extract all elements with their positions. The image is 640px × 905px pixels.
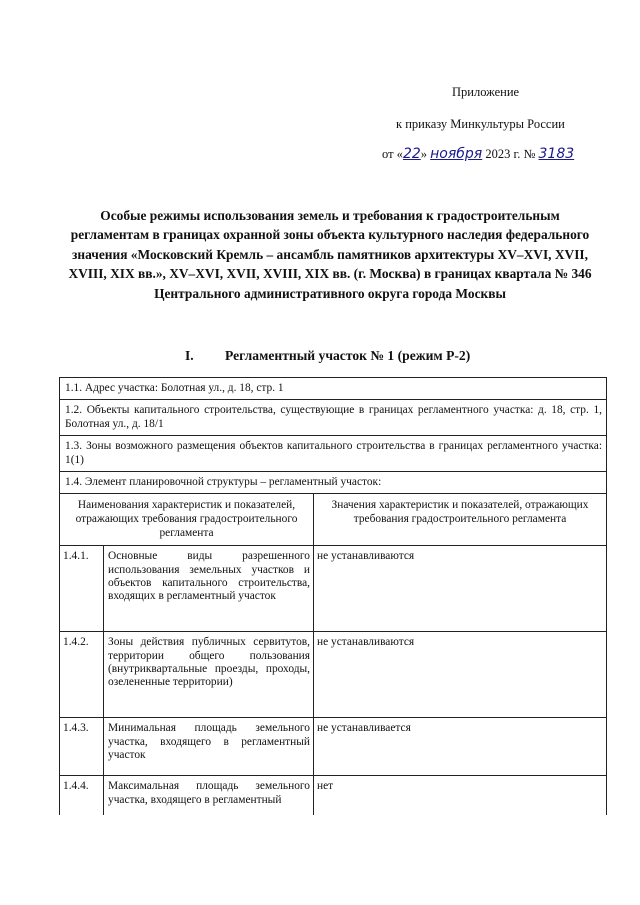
table-row: [59, 717, 607, 775]
attachment-label: Приложение: [452, 85, 520, 99]
table-header-row: [59, 493, 607, 545]
regulation-table: [59, 377, 607, 905]
row-number: 1.4.4.: [60, 776, 104, 815]
order-month: ноября: [430, 146, 483, 162]
order-day: 22: [402, 146, 421, 162]
section-title: Регламентный участок № 1 (режим Р-2): [225, 348, 471, 363]
row-number: 1.4.3.: [60, 718, 104, 775]
order-date-line: [382, 146, 574, 162]
row-value: не устанавливается: [317, 722, 411, 735]
row-value: нет: [317, 780, 334, 793]
order-number: 3183: [538, 146, 575, 162]
info-row-address: 1.1. Адрес участка: Болотная ул., д. 18, стр. 1: [59, 377, 607, 399]
order-prefix: от «: [382, 147, 403, 161]
row-name: Минимальная площадь земельного участка, входящего в регламентный участок: [104, 718, 314, 775]
info-row-planning-element: 1.4. Элемент планировочной структуры – регламентный участок:: [59, 471, 607, 493]
table-row: [59, 631, 607, 717]
document-title: Особые режимы использования земель и требования к градостроительным регламентам в границах охранной зоны объекта культурного наследия федерального значения «Московский Кремль – ансамбль памятников архитектуры XV–XVI, XVII, XVIII, XIX вв.», XV–XVI, XVII, XVIII, XIX вв. (г. Москва) в границах квартала № 346 Центрального административного округа города Москвы: [68, 208, 592, 301]
column-header-names: Наименования характеристик и показателей, отражающих требования градостроительного регламента: [60, 494, 314, 545]
row-name: Зоны действия публичных сервитутов, территории общего пользования (внутриквартальные проезды, проходы, озелененные территории): [104, 632, 314, 717]
order-year: 2023 г. №: [485, 147, 536, 161]
order-reference: к приказу Минкультуры России: [396, 117, 565, 131]
table-row: [59, 545, 607, 631]
row-value: не устанавливаются: [317, 550, 415, 563]
row-name: Основные виды разрешенного использования земельных участков и объектов капитального строительства, входящих в регламентный участок: [104, 546, 314, 631]
section-number: I.: [185, 348, 194, 363]
row-number: 1.4.1.: [60, 546, 104, 631]
row-number: 1.4.2.: [60, 632, 104, 717]
info-row-existing-objects: 1.2. Объекты капитального строительства, существующие в границах регламентного участка: д. 18, стр. 1, Болотная ул., д. 18/1: [59, 399, 607, 435]
column-header-values: Значения характеристик и показателей, отражающих требования градостроительного регламента: [331, 499, 589, 526]
order-mid: »: [420, 147, 428, 161]
row-name: Максимальная площадь земельного участка, входящего в регламентный: [104, 776, 314, 815]
info-row-placement-zones: 1.3. Зоны возможного размещения объектов капитального строительства в границах регламентного участка: 1(1): [59, 435, 607, 471]
table-row: [59, 775, 607, 815]
row-value: не устанавливаются: [317, 636, 415, 649]
